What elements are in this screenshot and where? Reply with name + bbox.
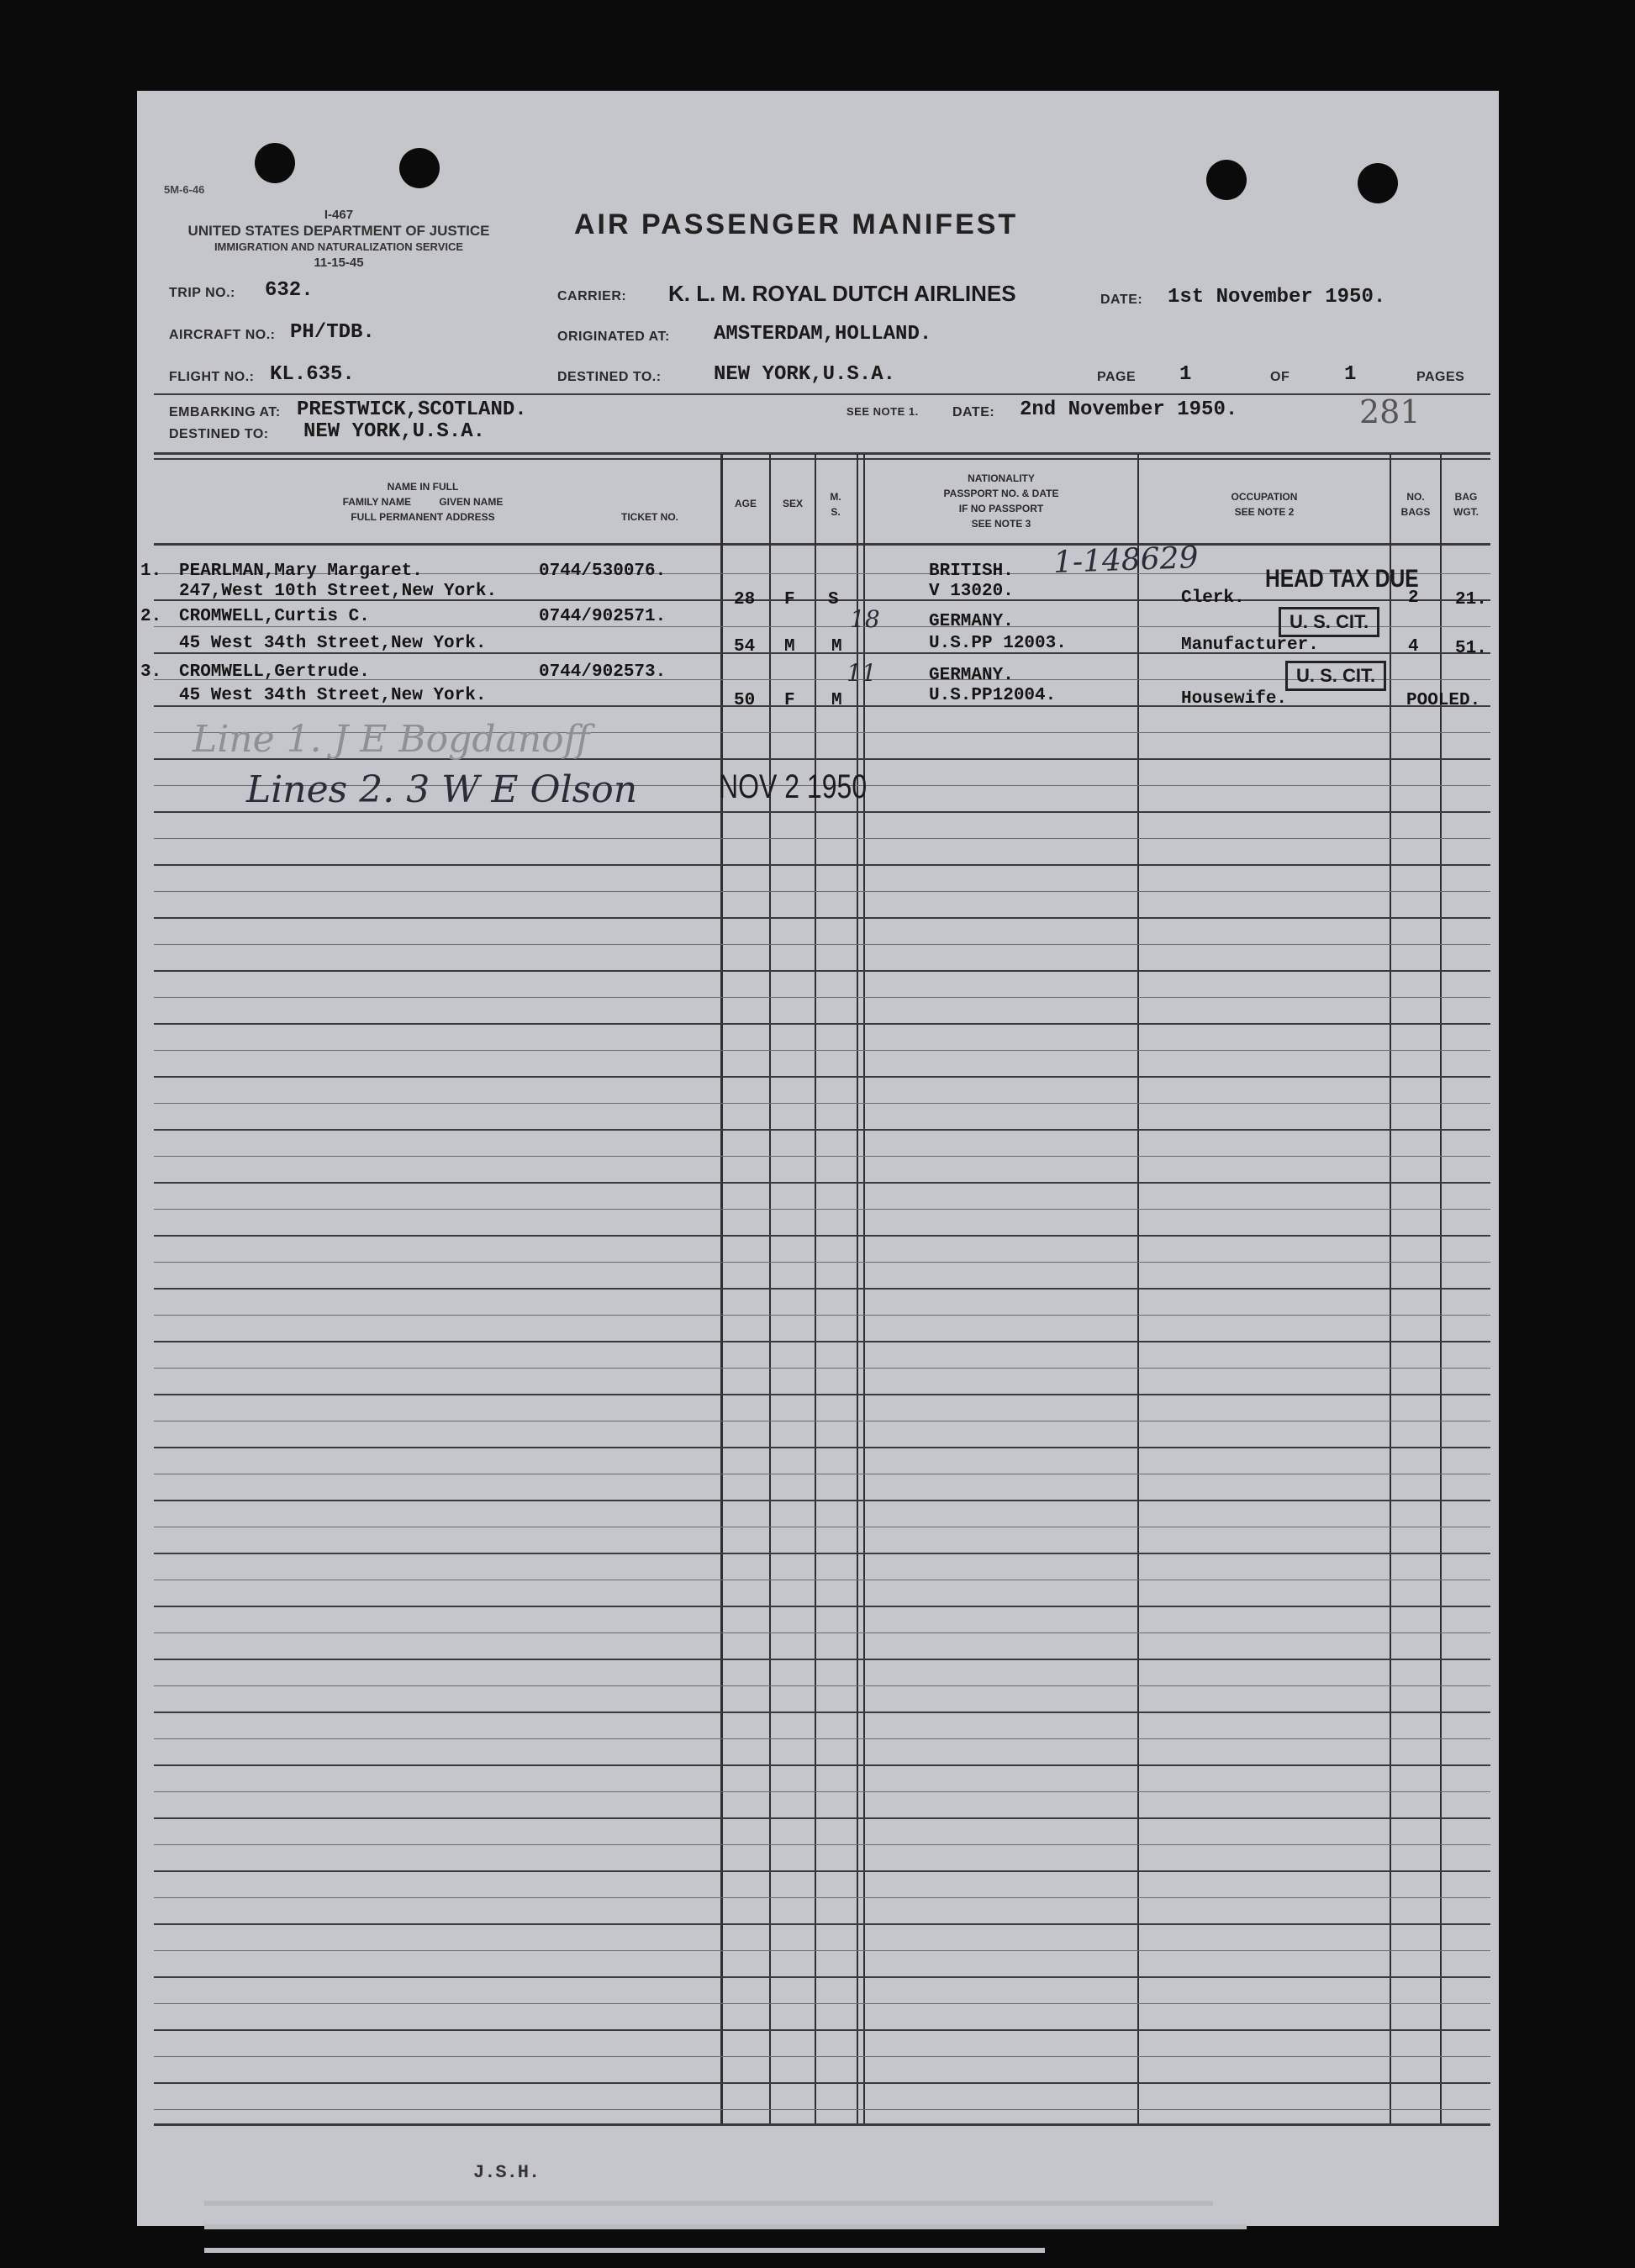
row-number: 3.: [140, 662, 162, 682]
table-rule: [154, 2003, 1490, 2004]
form-code: 5M-6-46: [164, 183, 205, 196]
form-date: 11-15-45: [314, 256, 364, 270]
passenger-passport: U.S.PP12004.: [929, 686, 1057, 705]
header-rule: [154, 393, 1490, 395]
table-rule: [154, 811, 1490, 813]
table-rule: [154, 1447, 1490, 1448]
table-rule: [154, 1103, 1490, 1104]
col-header-bags: [1391, 489, 1440, 520]
row-number: 2.: [140, 607, 162, 626]
table-rule: [154, 1923, 1490, 1925]
aircraft-value: PH/TDB.: [290, 321, 375, 344]
service: IMMIGRATION AND NATURALIZATION SERVICE: [214, 240, 464, 253]
destined2-value: NEW YORK,U.S.A.: [303, 420, 486, 443]
table-rule: [154, 1632, 1490, 1633]
passenger-address: 247,West 10th Street,New York.: [179, 582, 498, 601]
passenger-occupation: Housewife.: [1181, 689, 1288, 709]
us-citizen-stamp: U. S. CIT.: [1285, 661, 1386, 691]
punch-hole: [255, 143, 295, 183]
table-rule: [154, 1791, 1490, 1792]
table-rule: [154, 2109, 1490, 2110]
table-rule: [154, 864, 1490, 866]
col-header-name: [187, 479, 658, 525]
passenger-sex: F: [784, 590, 795, 609]
carrier-value: K. L. M. ROYAL DUTCH AIRLINES: [668, 281, 1016, 306]
table-rule: [154, 1844, 1490, 1845]
col-header-name-line: FAMILY NAME GIVEN NAME: [342, 496, 504, 508]
table-rule: [154, 1209, 1490, 1210]
table-rule: [154, 1235, 1490, 1237]
passenger-ticket: 0744/902573.: [539, 662, 667, 682]
table-rule: [154, 1712, 1490, 1713]
see-note-1: SEE NOTE 1.: [847, 405, 919, 418]
col-header-nat-line: PASSPORT NO. & DATE: [943, 488, 1059, 499]
table-rule: [154, 1817, 1490, 1819]
flight-value: KL.635.: [270, 363, 355, 386]
passenger-weight: POOLED.: [1406, 691, 1481, 710]
table-rule: [154, 1764, 1490, 1766]
table-rule: [154, 891, 1490, 892]
row-number: 1.: [140, 562, 162, 581]
passenger-passport: V 13020.: [929, 582, 1014, 601]
passenger-address: 45 West 34th Street,New York.: [179, 686, 487, 705]
col-header-ms-line: M.: [830, 491, 841, 503]
table-rule: [154, 1897, 1490, 1898]
aircraft-label: AIRCRAFT NO.:: [169, 328, 276, 342]
col-header-weight: [1442, 489, 1490, 520]
table-rule: [154, 2029, 1490, 2031]
table-rule: [154, 1553, 1490, 1554]
passenger-age: 28: [734, 590, 756, 609]
passenger-ms: S: [828, 590, 839, 609]
table-rule: [154, 944, 1490, 945]
passenger-nationality: GERMANY.: [929, 666, 1014, 685]
col-header-nat-line: SEE NOTE 3: [971, 518, 1031, 530]
of-label: OF: [1270, 370, 1290, 384]
stamp-number: 281: [1359, 393, 1421, 430]
embarking-label: EMBARKING AT:: [169, 405, 281, 419]
head-tax-stamp: HEAD TAX DUE: [1265, 565, 1419, 593]
originated-label: ORIGINATED AT:: [557, 330, 670, 344]
passenger-age: 54: [734, 637, 756, 657]
passenger-weight: 21.: [1455, 590, 1487, 609]
carrier-label: CARRIER:: [557, 289, 627, 303]
passenger-ms: M: [831, 691, 842, 710]
table-rule: [154, 1315, 1490, 1316]
faded-footer-notes: [204, 2192, 1314, 2253]
col-header-name-line: FULL PERMANENT ADDRESS: [351, 511, 495, 523]
passenger-bags: 2: [1408, 588, 1419, 608]
passenger-occupation: Manufacturer.: [1181, 636, 1319, 655]
table-rule: [154, 1685, 1490, 1686]
passenger-sex: M: [784, 637, 795, 657]
manifest-sheet: [137, 91, 1499, 2226]
col-header-nationality: [865, 471, 1137, 531]
handwritten-number: 1-148629: [1052, 541, 1200, 580]
flight-label: FLIGHT NO.:: [169, 370, 255, 384]
passenger-ms: M: [831, 637, 842, 657]
col-header-wgt-line: BAG: [1454, 491, 1478, 503]
col-header-nat-line: IF NO PASSPORT: [958, 503, 1044, 514]
passenger-passport: U.S.PP 12003.: [929, 634, 1067, 653]
date-value: 1st November 1950.: [1168, 286, 1386, 309]
table-rule: [154, 1050, 1490, 1051]
table-rule: [154, 1500, 1490, 1501]
table-rule: [154, 705, 1490, 707]
trip-label: TRIP NO.:: [169, 286, 235, 300]
destined2-label: DESTINED TO:: [169, 427, 269, 441]
date-stamp: NOV 2 1950: [719, 768, 868, 805]
table-rule: [154, 1262, 1490, 1263]
dept-block: [162, 207, 515, 271]
col-header-ticket: TICKET NO.: [621, 511, 678, 523]
table-rule: [154, 2082, 1490, 2084]
table-rule: [154, 970, 1490, 972]
table-rule: [154, 838, 1490, 839]
col-header-ms-line: S.: [831, 506, 841, 518]
date2-label: DATE:: [952, 405, 995, 419]
table-rule: [154, 1950, 1490, 1951]
passenger-weight: 51.: [1455, 639, 1487, 658]
passenger-name: PEARLMAN,Mary Margaret.: [179, 562, 423, 581]
col-header-nat-line: NATIONALITY: [968, 472, 1035, 484]
table-rule: [154, 1976, 1490, 1978]
handwritten-ms-mark: 18: [850, 605, 880, 633]
table-rule: [154, 1738, 1490, 1739]
table-rule: [154, 1341, 1490, 1342]
date2-value: 2nd November 1950.: [1020, 398, 1238, 421]
col-header-ms: [815, 489, 857, 520]
table-top-rule: [154, 452, 1490, 455]
line1-signature: Line 1. J E Bogdanoff: [193, 718, 590, 761]
table-rule: [154, 1129, 1490, 1131]
table-rule: [154, 1368, 1490, 1369]
table-rule: [154, 997, 1490, 998]
col-header-bags-line: BAGS: [1400, 506, 1431, 518]
page-title: AIR PASSENGER MANIFEST: [574, 208, 1019, 240]
col-header-occ-line: OCCUPATION: [1231, 491, 1298, 503]
passenger-ticket: 0744/530076.: [539, 562, 667, 581]
table-top-rule-2: [154, 458, 1490, 460]
col-header-bags-line: NO.: [1406, 491, 1425, 503]
trip-value: 632.: [265, 279, 314, 302]
punch-hole: [1206, 160, 1247, 200]
col-header-occ-line: SEE NOTE 2: [1234, 506, 1295, 518]
punch-hole: [399, 148, 440, 188]
table-rule: [154, 1659, 1490, 1660]
form-number: I-467: [324, 208, 354, 222]
destined-label: DESTINED TO.:: [557, 370, 662, 384]
col-header-wgt-line: WGT.: [1453, 506, 1479, 518]
table-rule: [154, 1394, 1490, 1395]
table-header-rule: [154, 543, 1490, 546]
passenger-address: 45 West 34th Street,New York.: [179, 634, 487, 653]
passenger-name: CROMWELL,Curtis C.: [179, 607, 370, 626]
table-rule: [154, 917, 1490, 919]
table-rule: [154, 1076, 1490, 1078]
col-header-sex: SEX: [782, 498, 803, 509]
col-header-age: AGE: [734, 498, 757, 509]
col-header-occupation: [1139, 489, 1390, 520]
passenger-nationality: GERMANY.: [929, 612, 1014, 631]
department: UNITED STATES DEPARTMENT OF JUSTICE: [187, 223, 490, 239]
handwritten-ms-mark: 11: [847, 659, 877, 687]
passenger-bags: 4: [1408, 637, 1419, 657]
table-rule: [154, 1182, 1490, 1184]
page-value: 1: [1179, 363, 1192, 386]
passenger-occupation: Clerk.: [1181, 588, 1245, 608]
table-rule: [154, 1156, 1490, 1157]
us-citizen-stamp: U. S. CIT.: [1279, 607, 1379, 637]
destined-value: NEW YORK,U.S.A.: [714, 363, 896, 386]
passenger-ticket: 0744/902571.: [539, 607, 667, 626]
embarking-value: PRESTWICK,SCOTLAND.: [297, 398, 527, 421]
table-rule: [154, 1870, 1490, 1872]
col-header-name-line: NAME IN FULL: [387, 481, 459, 493]
originated-value: AMSTERDAM,HOLLAND.: [714, 323, 932, 345]
passenger-age: 50: [734, 691, 756, 710]
passenger-name: CROMWELL,Gertrude.: [179, 662, 370, 682]
of-value: 1: [1344, 363, 1357, 386]
table-rule: [154, 1606, 1490, 1607]
lines2-signature: Lines 2. 3 W E Olson: [246, 768, 638, 811]
punch-hole: [1358, 163, 1398, 203]
table-rule: [154, 2056, 1490, 2057]
table-bottom-rule: [154, 2123, 1490, 2126]
page-label: PAGE: [1097, 370, 1137, 384]
date-label: DATE:: [1100, 293, 1143, 307]
initials: J.S.H.: [473, 2162, 541, 2183]
table-rule: [154, 1288, 1490, 1290]
table-rule: [154, 1023, 1490, 1025]
pages-label: PAGES: [1416, 370, 1465, 384]
passenger-sex: F: [784, 691, 795, 710]
passenger-nationality: BRITISH.: [929, 562, 1014, 581]
